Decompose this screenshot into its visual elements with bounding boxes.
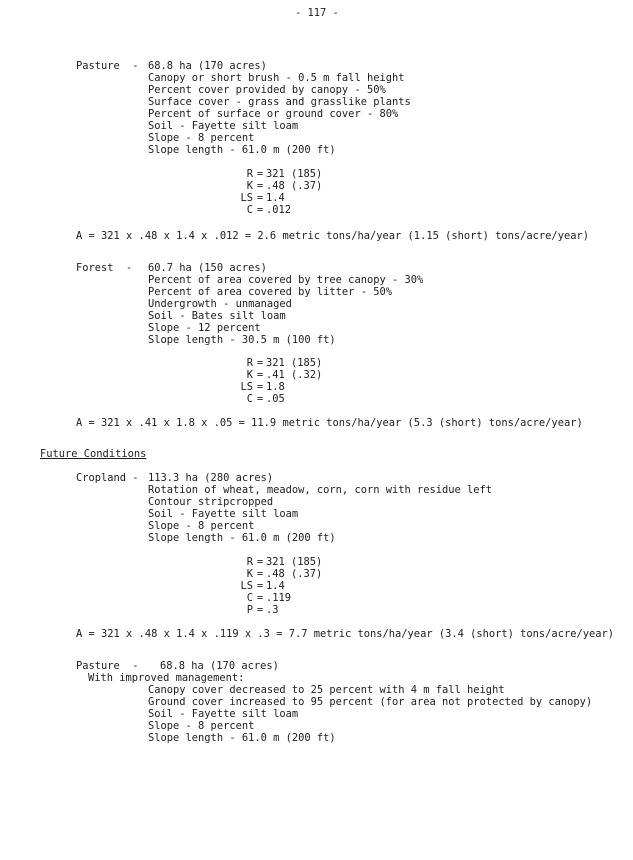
page-number: - 117 - bbox=[295, 7, 339, 19]
pasture-future-slope: Slope - 8 percent bbox=[148, 720, 255, 732]
factor-eq: = bbox=[257, 393, 264, 405]
factor-eq: = bbox=[257, 369, 264, 381]
factor-name: K bbox=[246, 568, 253, 580]
factor-eq: = bbox=[257, 604, 264, 616]
factor-name: C bbox=[246, 592, 253, 604]
pasture-future-soil: Soil - Fayette silt loam bbox=[148, 708, 299, 720]
factor-value: 1.8 bbox=[266, 381, 285, 393]
pasture-future-slope-length: Slope length - 61.0 m (200 ft) bbox=[148, 732, 336, 744]
pasture-future-area: 68.8 ha (170 acres) bbox=[160, 660, 279, 672]
cropland-label: Cropland - bbox=[76, 472, 139, 484]
factor-eq: = bbox=[257, 556, 264, 568]
cropland-equation: A = 321 x .48 x 1.4 x .119 x .3 = 7.7 metric tons/ha/year (3.4 (short) tons/acre/year) bbox=[76, 628, 614, 640]
pasture-future-label: Pasture - bbox=[76, 660, 139, 672]
pasture-future-ground-cover: Ground cover increased to 95 percent (for area not protected by canopy) bbox=[148, 696, 593, 708]
pasture-canopy: Canopy or short brush - 0.5 m fall height bbox=[148, 72, 405, 84]
pasture-equation: A = 321 x .48 x 1.4 x .012 = 2.6 metric tons/ha/year (1.15 (short) tons/acre/year) bbox=[76, 230, 589, 242]
factor-eq: = bbox=[257, 180, 264, 192]
factor-value: .48 (.37) bbox=[266, 180, 323, 192]
factor-eq: = bbox=[257, 381, 264, 393]
cropland-rotation: Rotation of wheat, meadow, corn, corn with residue left bbox=[148, 484, 493, 496]
factor-value: 321 (185) bbox=[266, 357, 323, 369]
factor-value: .012 bbox=[266, 204, 292, 216]
pasture-future-canopy: Canopy cover decreased to 25 percent with 4 m fall height bbox=[148, 684, 505, 696]
factor-name: R bbox=[246, 168, 253, 180]
forest-area: 60.7 ha (150 acres) bbox=[148, 262, 267, 274]
factor-name: K bbox=[246, 180, 253, 192]
factor-value: 1.4 bbox=[266, 192, 285, 204]
pasture-label: Pasture - bbox=[76, 60, 139, 72]
forest-slope: Slope - 12 percent bbox=[148, 322, 261, 334]
cropland-area: 113.3 ha (280 acres) bbox=[148, 472, 274, 484]
factor-eq: = bbox=[257, 580, 264, 592]
pasture-ground-cover: Percent of surface or ground cover - 80% bbox=[148, 108, 399, 120]
forest-equation: A = 321 x .41 x 1.8 x .05 = 11.9 metric tons/ha/year (5.3 (short) tons/acre/year) bbox=[76, 417, 583, 429]
factor-value: .48 (.37) bbox=[266, 568, 323, 580]
pasture-canopy-cover: Percent cover provided by canopy - 50% bbox=[148, 84, 386, 96]
factor-name: C bbox=[246, 204, 253, 216]
cropland-soil: Soil - Fayette silt loam bbox=[148, 508, 299, 520]
forest-soil: Soil - Bates silt loam bbox=[148, 310, 286, 322]
factor-name: R bbox=[246, 357, 253, 369]
factor-name: K bbox=[246, 369, 253, 381]
forest-litter: Percent of area covered by litter - 50% bbox=[148, 286, 392, 298]
cropland-slope-length: Slope length - 61.0 m (200 ft) bbox=[148, 532, 336, 544]
pasture-future-management: With improved management: bbox=[88, 672, 245, 684]
factor-eq: = bbox=[257, 357, 264, 369]
pasture-area: 68.8 ha (170 acres) bbox=[148, 60, 267, 72]
cropland-practice: Contour stripcropped bbox=[148, 496, 274, 508]
factor-eq: = bbox=[257, 192, 264, 204]
factor-name: LS bbox=[240, 381, 253, 393]
factor-value: 321 (185) bbox=[266, 556, 323, 568]
factor-value: .41 (.32) bbox=[266, 369, 323, 381]
factor-name: R bbox=[246, 556, 253, 568]
factor-name: LS bbox=[240, 580, 253, 592]
factor-value: 1.4 bbox=[266, 580, 285, 592]
factor-value: 321 (185) bbox=[266, 168, 323, 180]
pasture-slope: Slope - 8 percent bbox=[148, 132, 255, 144]
pasture-surface-cover: Surface cover - grass and grasslike plants bbox=[148, 96, 411, 108]
forest-slope-length: Slope length - 30.5 m (100 ft) bbox=[148, 334, 336, 346]
factor-name: C bbox=[246, 393, 253, 405]
factor-name: P bbox=[246, 604, 253, 616]
pasture-slope-length: Slope length - 61.0 m (200 ft) bbox=[148, 144, 336, 156]
forest-label: Forest - bbox=[76, 262, 133, 274]
factor-eq: = bbox=[257, 568, 264, 580]
factor-eq: = bbox=[257, 204, 264, 216]
factor-value: .119 bbox=[266, 592, 292, 604]
factor-value: .3 bbox=[266, 604, 279, 616]
future-conditions-heading: Future Conditions bbox=[40, 448, 147, 460]
forest-undergrowth: Undergrowth - unmanaged bbox=[148, 298, 292, 310]
pasture-soil: Soil - Fayette silt loam bbox=[148, 120, 299, 132]
factor-eq: = bbox=[257, 168, 264, 180]
cropland-slope: Slope - 8 percent bbox=[148, 520, 255, 532]
factor-name: LS bbox=[240, 192, 253, 204]
factor-eq: = bbox=[257, 592, 264, 604]
factor-value: .05 bbox=[266, 393, 285, 405]
forest-canopy: Percent of area covered by tree canopy - 30% bbox=[148, 274, 424, 286]
